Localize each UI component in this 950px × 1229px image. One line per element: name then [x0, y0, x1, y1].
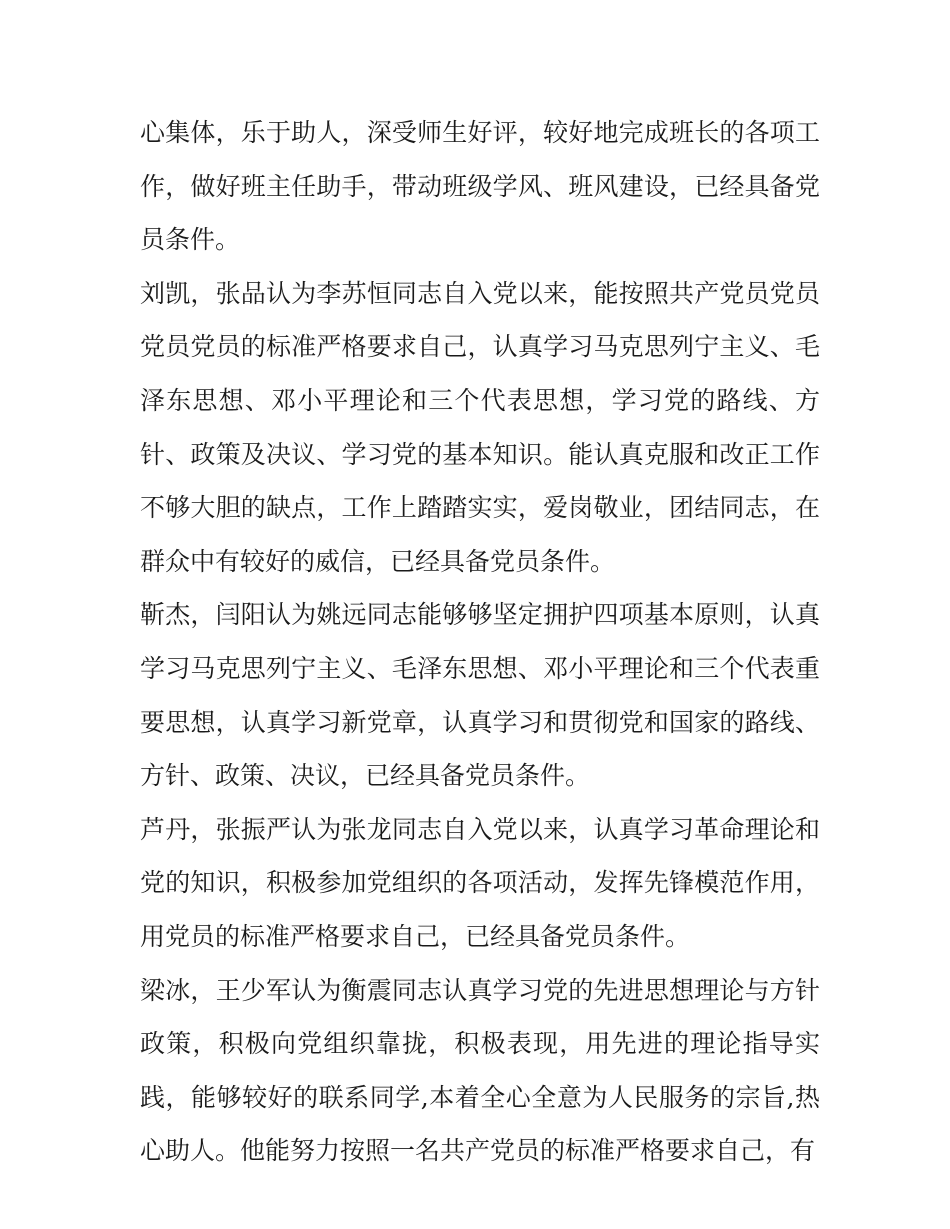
paragraph-continued: 心集体，乐于助人，深受师生好评，较好地完成班长的各项工作，做好班主任助手，带动班级学风、班风建设，已经具备党员条件。 [140, 118, 820, 255]
paragraph-lu-dan: 芦丹，张振严认为张龙同志自入党以来，认真学习革命理论和党的知识，积极参加党组织的各项活动，发挥先锋模范作用，用党员的标准严格要求自己，已经具备党员条件。 [140, 814, 820, 951]
document-body [140, 106, 820, 1178]
paragraph-liang-bing: 梁冰，王少军认为衡震同志认真学习党的先进思想理论与方针政策，积极向党组织靠拢，积极表现，用先进的理论指导实践，能够较好的联系同学,本着全心全意为人民服务的宗旨,热心助人。他能努力按照一名共产党员的标准严格要求自己，有 [140, 975, 820, 1166]
paragraph-jin-jie: 靳杰，闫阳认为姚远同志能够够坚定拥护四项基本原则，认真学习马克思列宁主义、毛泽东思想、邓小平理论和三个代表重要思想，认真学习新党章，认真学习和贯彻党和国家的路线、方针、政策、决议，已经具备党员条件。 [140, 600, 820, 791]
paragraph-liu-kai: 刘凯，张品认为李苏恒同志自入党以来，能按照共产党员党员党员党员的标准严格要求自己，认真学习马克思列宁主义、毛泽东思想、邓小平理论和三个代表思想，学习党的路线、方针、政策及决议、学习党的基本知识。能认真克服和改正工作不够大胆的缺点，工作上踏踏实实，爱岗敬业，团结同志，在群众中有较好的威信，已经具备党员条件。 [140, 278, 820, 576]
